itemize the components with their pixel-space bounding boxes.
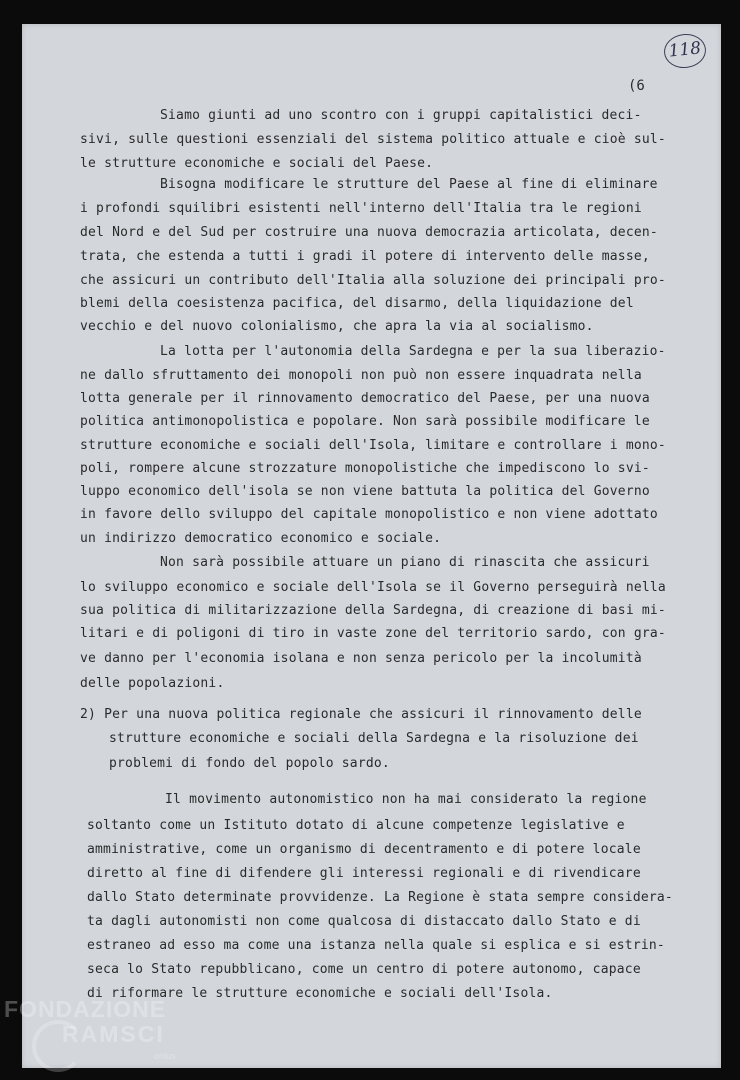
- text-line: seca lo Stato repubblicano, come un centro di potere autonomo, capace: [87, 962, 641, 977]
- text-line: sua politica di militarizzazione della Sardegna, di creazione di basi mi-: [80, 603, 666, 618]
- text-line: che assicuri un contributo dell'Italia alla soluzione dei principali pro-: [80, 273, 666, 288]
- text-line: problemi di fondo del popolo sardo.: [109, 756, 390, 771]
- watermark-line-2: RAMSCI: [62, 1021, 165, 1047]
- text-line: Non sarà possibile attuare un piano di rinascita che assicuri: [160, 555, 650, 570]
- text-line: ve danno per l'economia isolana e non senza pericolo per la incolumità: [80, 651, 642, 666]
- text-line: dallo Stato determinate provvidenze. La Regione è stata sempre considera-: [87, 890, 673, 905]
- text-line: lotta generale per il rinnovamento democratico del Paese, per una nuova: [80, 391, 650, 406]
- text-line: politica antimonopolistica e popolare. Non sarà possibile modificare le: [80, 414, 650, 429]
- text-line: strutture economiche e sociali dell'Isola, limitare e controllare i mono-: [80, 438, 666, 453]
- watermark-subtitle: onlus: [154, 1051, 176, 1061]
- watermark-line-1: FONDAZIONE: [4, 996, 167, 1022]
- page-number: (6: [628, 78, 645, 94]
- text-line: i profondi squilibri esistenti nell'interno dell'Italia tra le regioni: [80, 201, 642, 216]
- text-line: poli, rompere alcune strozzature monopolistiche che impediscono lo svi-: [80, 461, 650, 476]
- text-line: amministrative, come un organismo di decentramento e di potere locale: [87, 842, 641, 857]
- text-line: estraneo ad esso ma come una istanza nella quale si esplica e si estrin-: [87, 938, 665, 953]
- text-line: Siamo giunti ad uno scontro con i gruppi capitalistici deci-: [160, 108, 642, 123]
- text-line: ne dallo sfruttamento dei monopoli non può non essere inquadrata nella: [80, 368, 642, 383]
- text-line: di riformare le strutture economiche e sociali dell'Isola.: [87, 986, 553, 1001]
- text-line: lo sviluppo economico e sociale dell'Isola se il Governo perseguirà nella: [80, 580, 666, 595]
- text-line: un indirizzo democratico economico e sociale.: [80, 531, 442, 546]
- text-line: diretto al fine di difendere gli interessi regionali e di rivendicare: [87, 866, 641, 881]
- text-line: litari e di poligoni di tiro in vaste zone del territorio sardo, con gra-: [80, 626, 666, 641]
- text-line: strutture economiche e sociali della Sardegna e la risoluzione dei: [109, 731, 639, 746]
- text-line: luppo economico dell'isola se non viene battuta la politica del Governo: [80, 484, 650, 499]
- text-line: in favore dello sviluppo del capitale monopolistico e non viene adottato: [80, 507, 658, 522]
- watermark-logo-icon: [32, 1020, 84, 1072]
- text-line: trata, che estenda a tutti i gradi il potere di intervento delle masse,: [80, 249, 650, 264]
- text-line: Bisogna modificare le strutture del Paese al fine di eliminare: [160, 177, 658, 192]
- text-line: del Nord e del Sud per costruire una nuova democrazia articolata, decen-: [80, 225, 658, 240]
- text-line: blemi della coesistenza pacifica, del disarmo, della liquidazione del: [80, 296, 634, 311]
- text-line: soltanto come un Istituto dotato di alcune competenze legislative e: [87, 818, 625, 833]
- text-line: La lotta per l'autonomia della Sardegna e per la sua liberazio-: [160, 344, 666, 359]
- text-line: le strutture economiche e sociali del Paese.: [80, 156, 434, 171]
- archive-number-stamp: 118: [662, 32, 707, 70]
- text-line: vecchio e del nuovo colonialismo, che apra la via al socialismo.: [80, 319, 594, 334]
- text-line: Il movimento autonomistico non ha mai considerato la regione: [165, 792, 647, 807]
- text-line: sivi, sulle questioni essenziali del sistema politico attuale e cioè sul-: [80, 132, 666, 147]
- text-line: delle popolazioni.: [80, 676, 225, 691]
- text-line: ta dagli autonomisti non come qualcosa di distaccato dallo Stato e di: [87, 914, 641, 929]
- foundation-watermark: [4, 996, 176, 1061]
- list-item-heading: 2) Per una nuova politica regionale che assicuri il rinnovamento delle: [80, 707, 642, 722]
